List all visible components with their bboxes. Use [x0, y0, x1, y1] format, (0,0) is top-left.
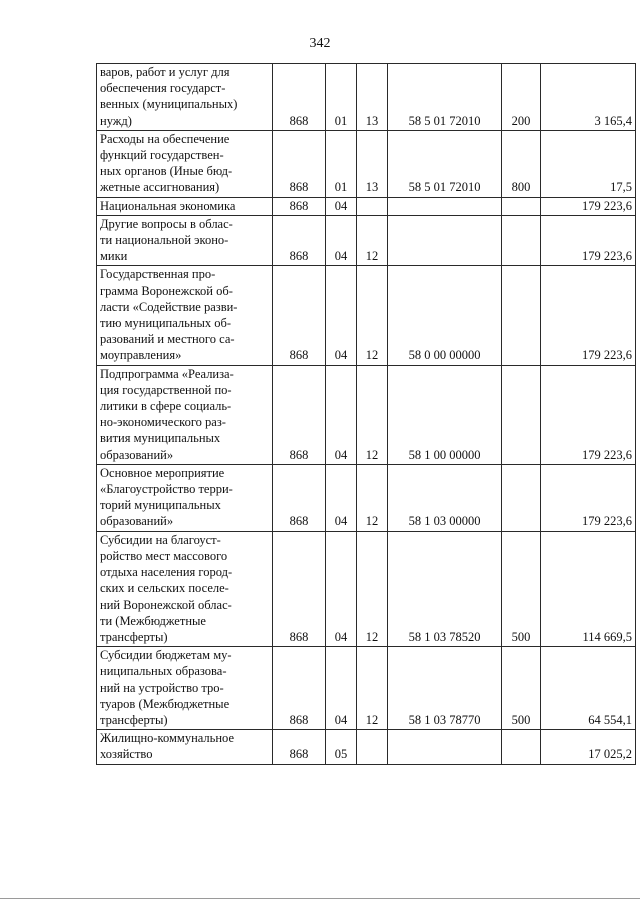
expense-type-cell: [502, 730, 541, 764]
target-article-cell: 58 5 01 72010: [388, 64, 502, 131]
amount-cell: 179 223,6: [541, 365, 636, 464]
subsection-cell: 12: [357, 531, 388, 646]
row-name-cell: Расходы на обеспечение функций государствен- ных органов (Иные бюд- жетные ассигнования): [97, 130, 273, 197]
section-cell: 04: [326, 647, 357, 730]
table-row: [97, 266, 636, 365]
table-row: [97, 531, 636, 646]
expense-type-cell: 500: [502, 647, 541, 730]
row-name-cell: Основное мероприятие «Благоустройство терри- торий муниципальных образований»: [97, 464, 273, 531]
amount-cell: 179 223,6: [541, 215, 636, 266]
grbs-cell: 868: [273, 647, 326, 730]
target-article-cell: 58 1 03 78770: [388, 647, 502, 730]
section-cell: 04: [326, 266, 357, 365]
expense-type-cell: [502, 365, 541, 464]
target-article-cell: 58 1 03 78520: [388, 531, 502, 646]
row-name-cell: Субсидии на благоуст- ройство мест массового отдыха населения город- ских и сельских поселе- ний Воронежской облас- ти (Межбюджетные трансферты): [97, 531, 273, 646]
grbs-cell: 868: [273, 266, 326, 365]
expense-type-cell: 500: [502, 531, 541, 646]
target-article-cell: [388, 215, 502, 266]
subsection-cell: [357, 730, 388, 764]
table-row: [97, 215, 636, 266]
grbs-cell: 868: [273, 730, 326, 764]
target-article-cell: [388, 730, 502, 764]
expense-type-cell: 200: [502, 64, 541, 131]
subsection-cell: 12: [357, 365, 388, 464]
target-article-cell: 58 1 00 00000: [388, 365, 502, 464]
section-cell: 05: [326, 730, 357, 764]
expense-type-cell: 800: [502, 130, 541, 197]
amount-cell: 64 554,1: [541, 647, 636, 730]
table-row: [97, 365, 636, 464]
row-name-cell: Другие вопросы в облас- ти национальной эконо- мики: [97, 215, 273, 266]
grbs-cell: 868: [273, 130, 326, 197]
row-name-cell: Подпрограмма «Реализа- ция государственной по- литики в сфере социаль- но-экономического раз- вития муниципальных образований»: [97, 365, 273, 464]
expense-type-cell: [502, 266, 541, 365]
section-cell: 04: [326, 531, 357, 646]
amount-cell: 179 223,6: [541, 197, 636, 215]
row-name-cell: Жилищно-коммунальное хозяйство: [97, 730, 273, 764]
budget-table: [96, 63, 636, 765]
target-article-cell: 58 5 01 72010: [388, 130, 502, 197]
target-article-cell: 58 1 03 00000: [388, 464, 502, 531]
subsection-cell: 12: [357, 647, 388, 730]
page-number: 342: [309, 36, 331, 51]
section-cell: 04: [326, 365, 357, 464]
section-cell: 01: [326, 64, 357, 131]
subsection-cell: 12: [357, 266, 388, 365]
grbs-cell: 868: [273, 531, 326, 646]
subsection-cell: 12: [357, 215, 388, 266]
subsection-cell: 12: [357, 464, 388, 531]
amount-cell: 17,5: [541, 130, 636, 197]
subsection-cell: 13: [357, 64, 388, 131]
target-article-cell: 58 0 00 00000: [388, 266, 502, 365]
amount-cell: 3 165,4: [541, 64, 636, 131]
grbs-cell: 868: [273, 64, 326, 131]
table-row: [97, 730, 636, 764]
table-row: [97, 197, 636, 215]
section-cell: 04: [326, 215, 357, 266]
scan-edge-line: [0, 898, 640, 899]
expense-type-cell: [502, 215, 541, 266]
table-row: [97, 64, 636, 131]
grbs-cell: 868: [273, 464, 326, 531]
section-cell: 04: [326, 464, 357, 531]
section-cell: 04: [326, 197, 357, 215]
grbs-cell: 868: [273, 197, 326, 215]
row-name-cell: Субсидии бюджетам му- ниципальных образова- ний на устройство тро- туаров (Межбюджетные трансферты): [97, 647, 273, 730]
target-article-cell: [388, 197, 502, 215]
row-name-cell: варов, работ и услуг для обеспечения государст- венных (муниципальных) нужд): [97, 64, 273, 131]
row-name-cell: Национальная экономика: [97, 197, 273, 215]
subsection-cell: [357, 197, 388, 215]
amount-cell: 114 669,5: [541, 531, 636, 646]
expense-type-cell: [502, 464, 541, 531]
amount-cell: 179 223,6: [541, 266, 636, 365]
expense-type-cell: [502, 197, 541, 215]
grbs-cell: 868: [273, 215, 326, 266]
row-name-cell: Государственная про- грамма Воронежской об- ласти «Содействие разви- тию муниципальных об- разований и местного са- моуправления»: [97, 266, 273, 365]
amount-cell: 17 025,2: [541, 730, 636, 764]
section-cell: 01: [326, 130, 357, 197]
subsection-cell: 13: [357, 130, 388, 197]
table-row: [97, 130, 636, 197]
amount-cell: 179 223,6: [541, 464, 636, 531]
table-row: [97, 464, 636, 531]
grbs-cell: 868: [273, 365, 326, 464]
table-row: [97, 647, 636, 730]
